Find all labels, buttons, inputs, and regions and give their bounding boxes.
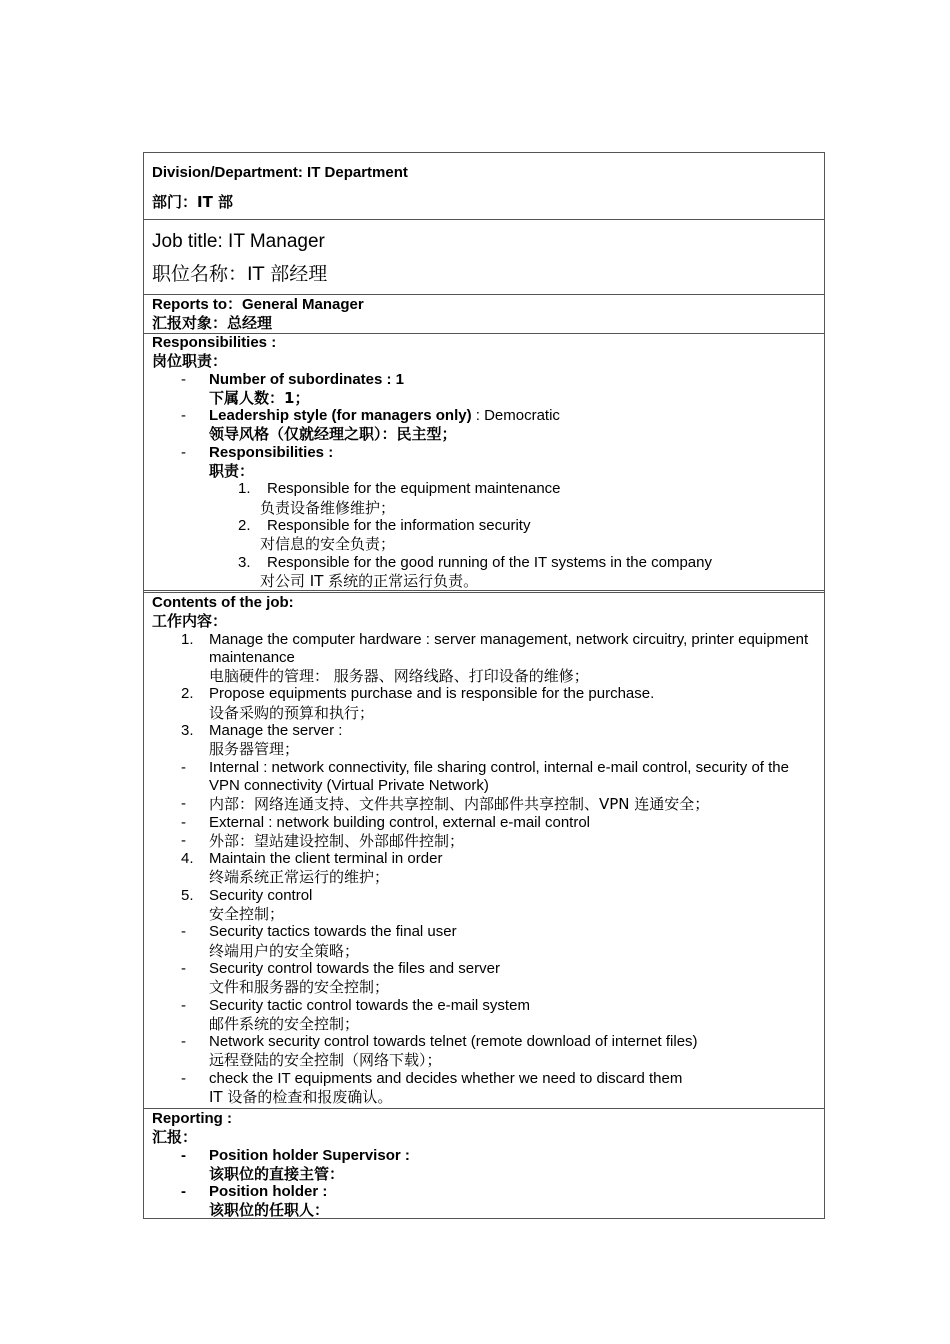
contents-marker: - [181,813,186,831]
contents-line [152,978,816,996]
contents-line [152,960,816,978]
contents-line [152,704,816,722]
contents-line [152,832,816,850]
contents-text: 邮件系统的安全控制； [209,1014,360,1033]
division-en: Division/Department: IT Department [152,164,408,181]
contents-text: Security tactics towards the final user [209,923,457,941]
resp-item-2 [152,517,816,535]
contents-text: IT 设备的检查和报废确认。 [209,1088,393,1107]
contents-line [152,868,816,886]
contents-line [152,1051,816,1069]
reports-to-zh: 汇报对象：总经理 [152,314,273,333]
reporting-heading-zh: 汇报： [152,1128,198,1147]
contents-text: Security tactic control towards the e-mail system [209,996,530,1014]
responsibilities-heading-zh: 岗位职责： [152,352,228,371]
contents-line [152,722,816,740]
contents-text: 远程登陆的安全控制（网络下载）； [209,1051,442,1070]
resp-item-en: Responsible for the equipment maintenance [267,480,561,498]
contents-heading-en: Contents of the job: [152,594,294,611]
contents-text: External : network building control, external e-mail control [209,813,591,831]
resp-item-3 [152,554,816,572]
reports-to-en: Reports to：General Manager [152,296,364,313]
contents-list [152,631,816,1107]
contents-line [152,740,816,758]
list-item [152,371,816,389]
contents-marker: 5. [181,886,194,904]
contents-marker: - [181,758,186,776]
contents-text: Propose equipments purchase and is responsible for the purchase. [209,685,655,703]
responsibilities-section [144,334,824,593]
division-zh: 部门：IT 部 [152,193,234,211]
contents-text: 设备采购的预算和执行； [209,703,375,722]
resp-zh: 职责： [209,462,255,481]
job-title-zh: 职位名称：IT 部经理 [152,263,328,285]
holder-en: Position holder : [209,1183,328,1201]
contents-line [152,1015,816,1033]
contents-marker: - [181,1033,186,1051]
reporting-section [144,1109,824,1218]
contents-line [152,685,816,703]
list-item [152,1147,816,1165]
resp-item-number: 3. [238,553,251,571]
contents-text: 内部：网络连通支持、文件共享控制、内部邮件共享控制、VPN 连通安全； [209,795,710,814]
reports-to-section [144,295,824,334]
resp-item-number: 2. [238,516,251,534]
leadership-value: : Democratic [471,407,560,425]
contents-marker: - [181,831,186,849]
resp-item-3-zh [152,572,816,590]
list-item [152,1201,816,1219]
contents-line [152,942,816,960]
contents-marker: - [181,795,186,813]
contents-line [152,997,816,1015]
list-item [152,462,816,480]
bullet: - [181,1146,186,1164]
list-item [152,407,816,425]
list-item [152,425,816,443]
contents-text: 服务器管理； [209,740,300,759]
contents-text: Security control [209,886,313,904]
leadership-zh: 领导风格（仅就经理之职）：民主型； [209,425,457,444]
contents-marker: - [181,923,186,941]
supervisor-zh: 该职位的直接主管： [209,1164,345,1183]
resp-item-en: Responsible for the good running of the IT systems in the company [267,553,712,571]
contents-marker: - [181,996,186,1014]
resp-item-zh: 对信息的安全负责； [260,535,396,554]
division-section [144,153,824,220]
contents-marker: 4. [181,850,194,868]
contents-line [152,795,816,813]
resp-item-en: Responsible for the information security [267,516,531,534]
contents-line [152,923,816,941]
contents-text: Network security control towards telnet (remote download of internet files) [209,1033,698,1051]
responsibilities-heading-en: Responsibilities : [152,334,277,351]
resp-item-1 [152,480,816,498]
bullet: - [181,370,186,388]
contents-text: Manage the server : [209,722,343,740]
reporting-heading-en: Reporting : [152,1110,232,1127]
contents-text: Manage the computer hardware : server management, network circuitry, printer equipment maintenance [209,630,809,666]
holder-zh: 该职位的任职人： [209,1201,330,1220]
contents-section [144,593,824,1109]
list-item [152,444,816,462]
job-title-section [144,220,824,295]
contents-marker: - [181,959,186,977]
resp-item-zh: 对公司 IT 系统的正常运行负责。 [260,571,479,590]
contents-text: 电脑硬件的管理： 服务器、网络线路、打印设备的维修； [209,667,589,686]
contents-text: 文件和服务器的安全控制； [209,978,390,997]
contents-line [152,850,816,868]
bullet: - [181,1183,186,1201]
subordinates-en: Number of subordinates : 1 [209,370,405,388]
contents-text: check the IT equipments and decides whether we need to discard them [209,1069,683,1087]
contents-text: 安全控制； [209,905,285,924]
leadership-line [209,407,816,425]
list-item [152,1183,816,1201]
subordinates-zh: 下属人数：1； [209,388,310,407]
bullet: - [181,407,186,425]
contents-marker: 2. [181,685,194,703]
contents-marker: - [181,1069,186,1087]
contents-line [152,814,816,832]
list-item [152,389,816,407]
contents-line [152,667,816,685]
contents-text: Security control towards the files and server [209,959,500,977]
resp-item-number: 1. [238,480,251,498]
contents-text: 外部：望站建设控制、外部邮件控制； [209,831,465,850]
contents-line [152,905,816,923]
contents-line [152,887,816,905]
contents-line [152,1088,816,1106]
supervisor-en: Position holder Supervisor : [209,1146,410,1164]
bullet: - [181,443,186,461]
contents-heading-zh: 工作内容： [152,612,228,631]
contents-text: 终端用户的安全策略； [209,941,360,960]
job-description-table [143,152,825,1219]
contents-line [152,631,816,668]
resp-en: Responsibilities : [209,443,334,461]
resp-item-2-zh [152,535,816,553]
contents-line [152,759,816,796]
list-item [152,1165,816,1183]
contents-text: 终端系统正常运行的维护； [209,868,390,887]
leadership-label: Leadership style (for managers only) [209,407,472,425]
contents-text: Maintain the client terminal in order [209,850,443,868]
contents-text: Internal : network connectivity, file sharing control, internal e-mail control, security of the VPN connectivity (Virtual Private Network) [209,758,789,794]
resp-item-1-zh [152,499,816,517]
job-title-en: Job title: IT Manager [152,231,325,252]
contents-marker: 3. [181,722,194,740]
contents-line [152,1070,816,1088]
resp-item-zh: 负责设备维修维护； [260,498,396,517]
contents-line [152,1033,816,1051]
contents-marker: 1. [181,630,194,648]
